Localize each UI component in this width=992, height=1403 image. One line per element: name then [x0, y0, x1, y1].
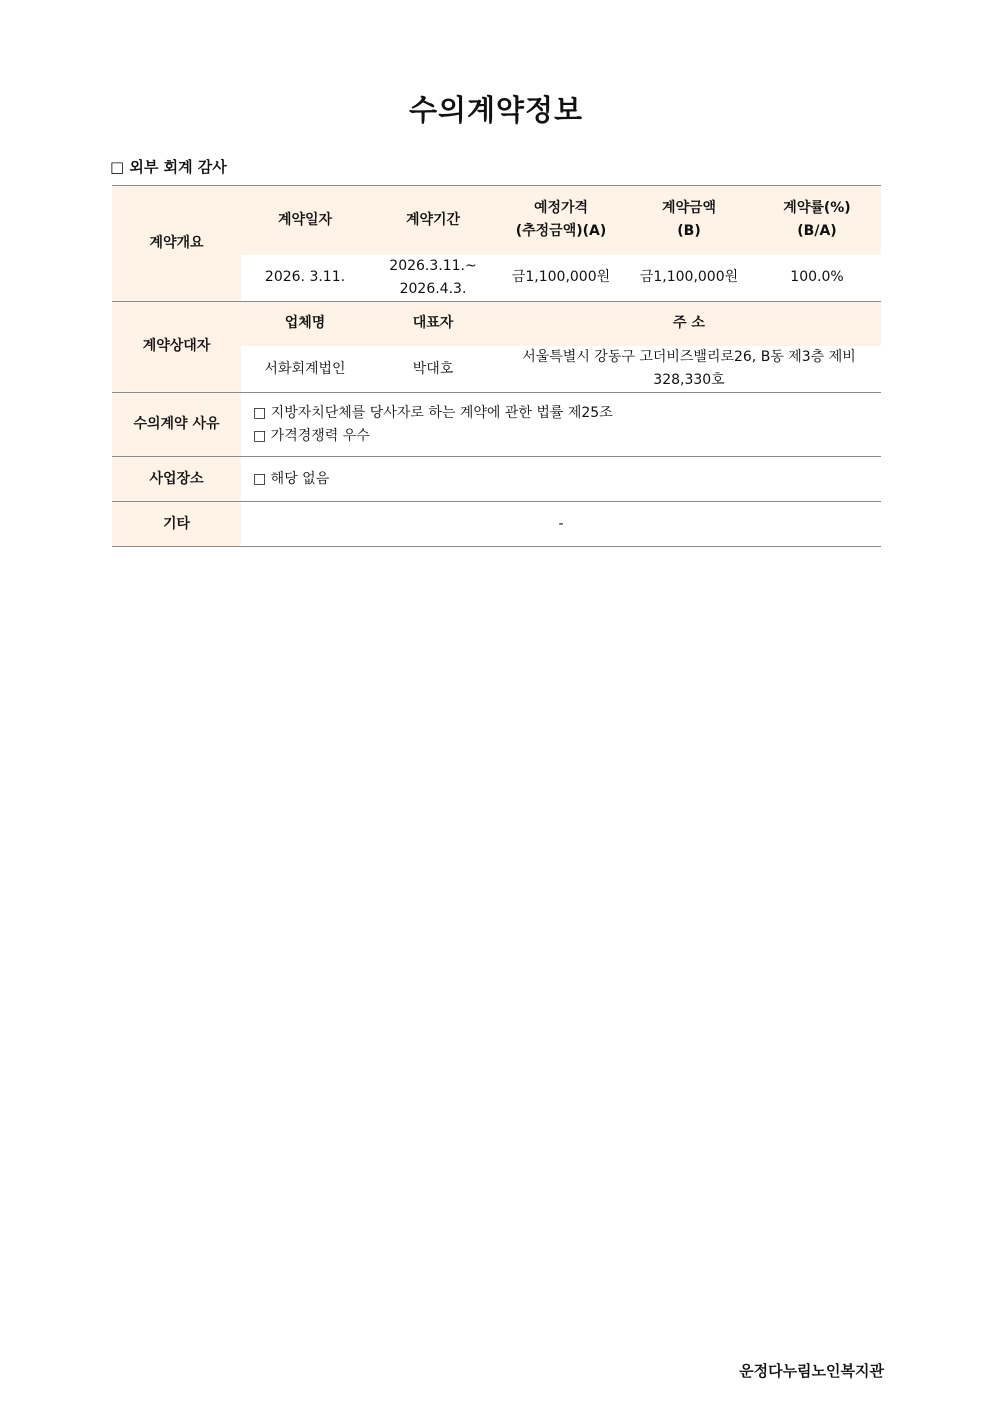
header-estimated-price-line1: 예정가격 [533, 200, 589, 217]
header-estimated-price [497, 186, 625, 255]
etc-label: 기타 [112, 502, 241, 547]
estimated-price-value: 금1,100,000원 [497, 255, 625, 302]
reason-label: 수의계약 사유 [112, 393, 241, 457]
header-contract-date: 계약일자 [241, 186, 369, 255]
header-contract-period: 계약기간 [369, 186, 497, 255]
contract-rate-value: 100.0% [753, 255, 881, 302]
company-name-value: 서화회계법인 [241, 346, 369, 393]
contract-period-start: 2026.3.11.~ [389, 257, 477, 274]
section-heading: □ 외부 회계 감사 [110, 158, 227, 176]
representative-value: 박대호 [369, 346, 497, 393]
overview-label: 계약개요 [112, 186, 241, 302]
header-contract-rate-line1: 계약률(%) [783, 200, 851, 217]
contract-info-table [112, 185, 881, 547]
header-contract-amount [625, 186, 753, 255]
header-representative: 대표자 [369, 301, 497, 346]
contract-period-end: 2026.4.3. [399, 280, 467, 297]
header-contract-amount-line2: (B) [677, 223, 701, 240]
etc-value: - [241, 502, 881, 547]
address-line1: 서울특별시 강동구 고더비즈밸리로26, B동 제3층 제비 [522, 349, 856, 365]
counterparty-label: 계약상대자 [112, 301, 241, 393]
address-value [497, 346, 881, 393]
header-contract-rate-line2: (B/A) [797, 223, 837, 240]
contract-period-value [369, 255, 497, 302]
contract-amount-value: 금1,100,000원 [625, 255, 753, 302]
page-title: 수의계약정보 [408, 93, 584, 127]
header-estimated-price-line2: (추정금액)(A) [515, 223, 607, 240]
address-line2: 328,330호 [653, 372, 725, 388]
header-contract-amount-line1: 계약금액 [661, 200, 717, 217]
place-label: 사업장소 [112, 457, 241, 502]
organization-name: 운정다누림노인복지관 [739, 1362, 884, 1380]
place-value: □ 해당 없음 [241, 457, 881, 502]
contract-date-value: 2026. 3.11. [241, 255, 369, 302]
header-address: 주 소 [497, 301, 881, 346]
reason-line1: □ 지방자치단체를 당사자로 하는 계약에 관한 법률 제25조 [253, 404, 613, 421]
header-company-name: 업체명 [241, 301, 369, 346]
header-contract-rate [753, 186, 881, 255]
reason-value [241, 393, 881, 457]
reason-line2: □ 가격경쟁력 우수 [253, 427, 370, 444]
